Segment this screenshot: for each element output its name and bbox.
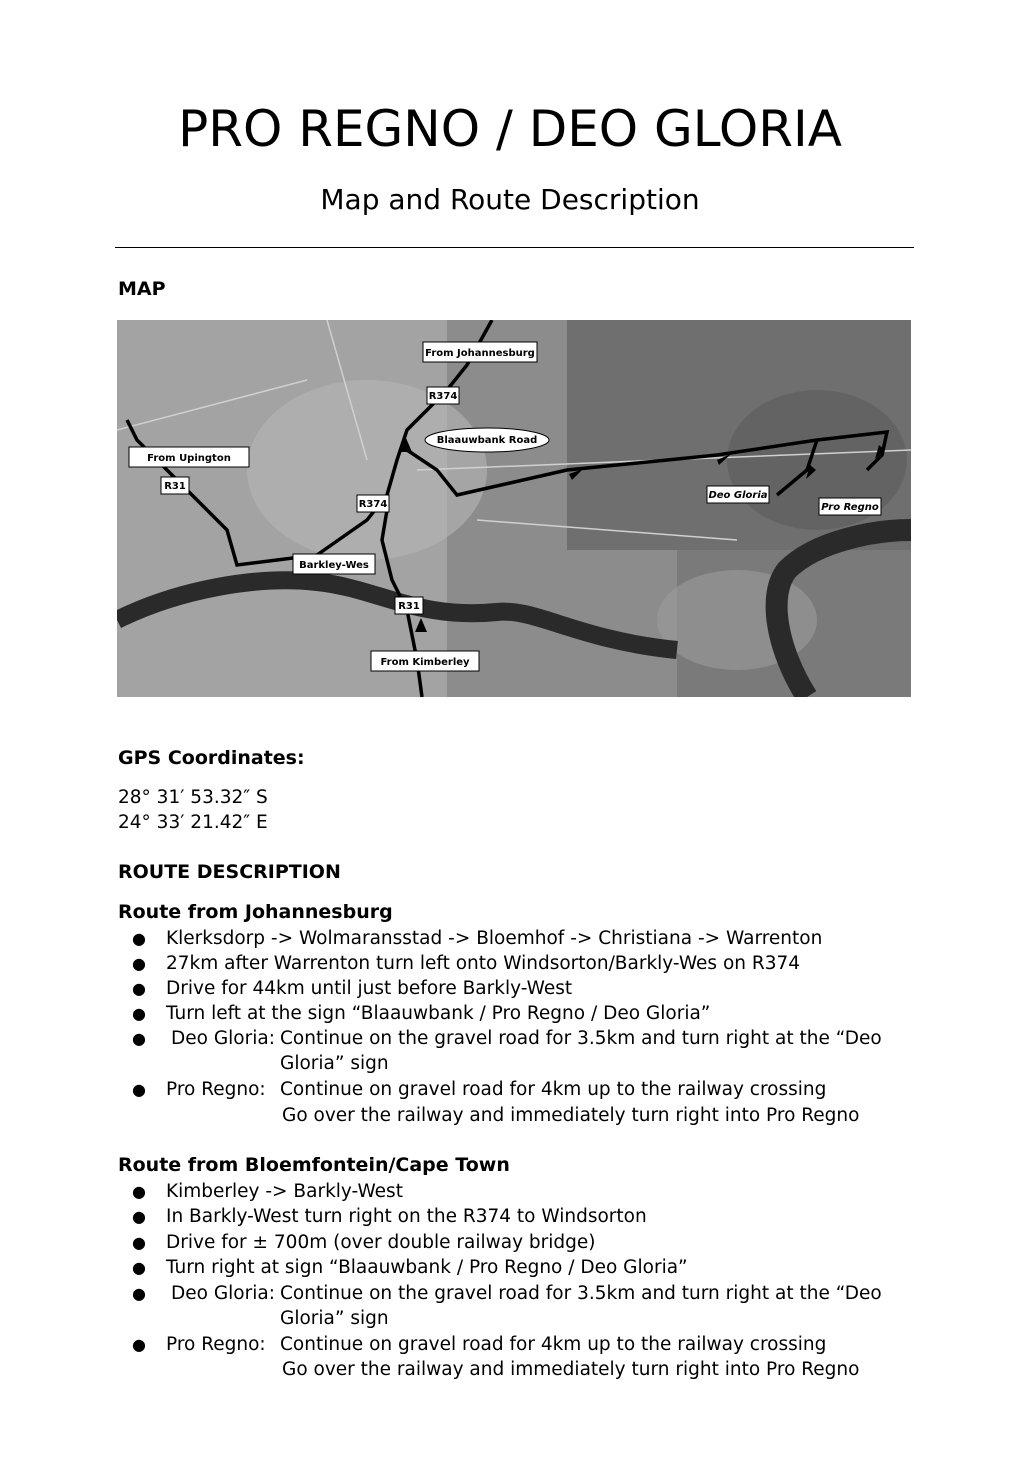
route-heading: ROUTE DESCRIPTION [118,861,341,883]
page-subtitle: Map and Route Description [320,183,700,216]
label-deo-gloria [707,486,769,503]
svg-text:From Johannesburg: From Johannesburg [425,348,535,359]
svg-text:R374: R374 [358,499,388,510]
label-barkley-wes [293,554,375,574]
route-bloemfontein-heading: Route from Bloemfontein/Cape Town [118,1154,510,1176]
svg-text:R374: R374 [428,391,458,402]
svg-text:Pro Regno: Pro Regno [821,502,879,513]
label-pro-regno [819,498,881,515]
route-map [117,320,911,697]
svg-text:From Upington: From Upington [147,453,231,464]
map-graphic [117,320,911,697]
label-r31-left [161,477,189,494]
label-from-kimberley [371,651,479,671]
gps-latitude: 28° 31′ 53.32″ S [118,787,268,808]
gps-heading: GPS Coordinates: [118,747,305,769]
svg-text:From Kimberley: From Kimberley [380,657,470,668]
route-johannesburg-heading: Route from Johannesburg [118,901,393,923]
label-blaauwbank-road [425,428,549,452]
svg-text:R31: R31 [164,481,186,492]
label-r31-bottom [395,597,423,614]
svg-text:Barkley-Wes: Barkley-Wes [299,560,369,571]
label-r374-top [427,387,459,404]
label-from-upington [129,447,249,467]
gps-longitude: 24° 33′ 21.42″ E [118,812,268,833]
divider [115,247,914,248]
label-r374-mid [357,495,389,512]
page-title: PRO REGNO / DEO GLORIA [178,100,842,158]
map-heading: MAP [118,278,166,300]
label-from-johannesburg [423,342,537,362]
svg-text:Deo Gloria: Deo Gloria [708,490,768,501]
svg-text:Blaauwbank Road: Blaauwbank Road [436,435,538,446]
svg-text:R31: R31 [398,601,420,612]
